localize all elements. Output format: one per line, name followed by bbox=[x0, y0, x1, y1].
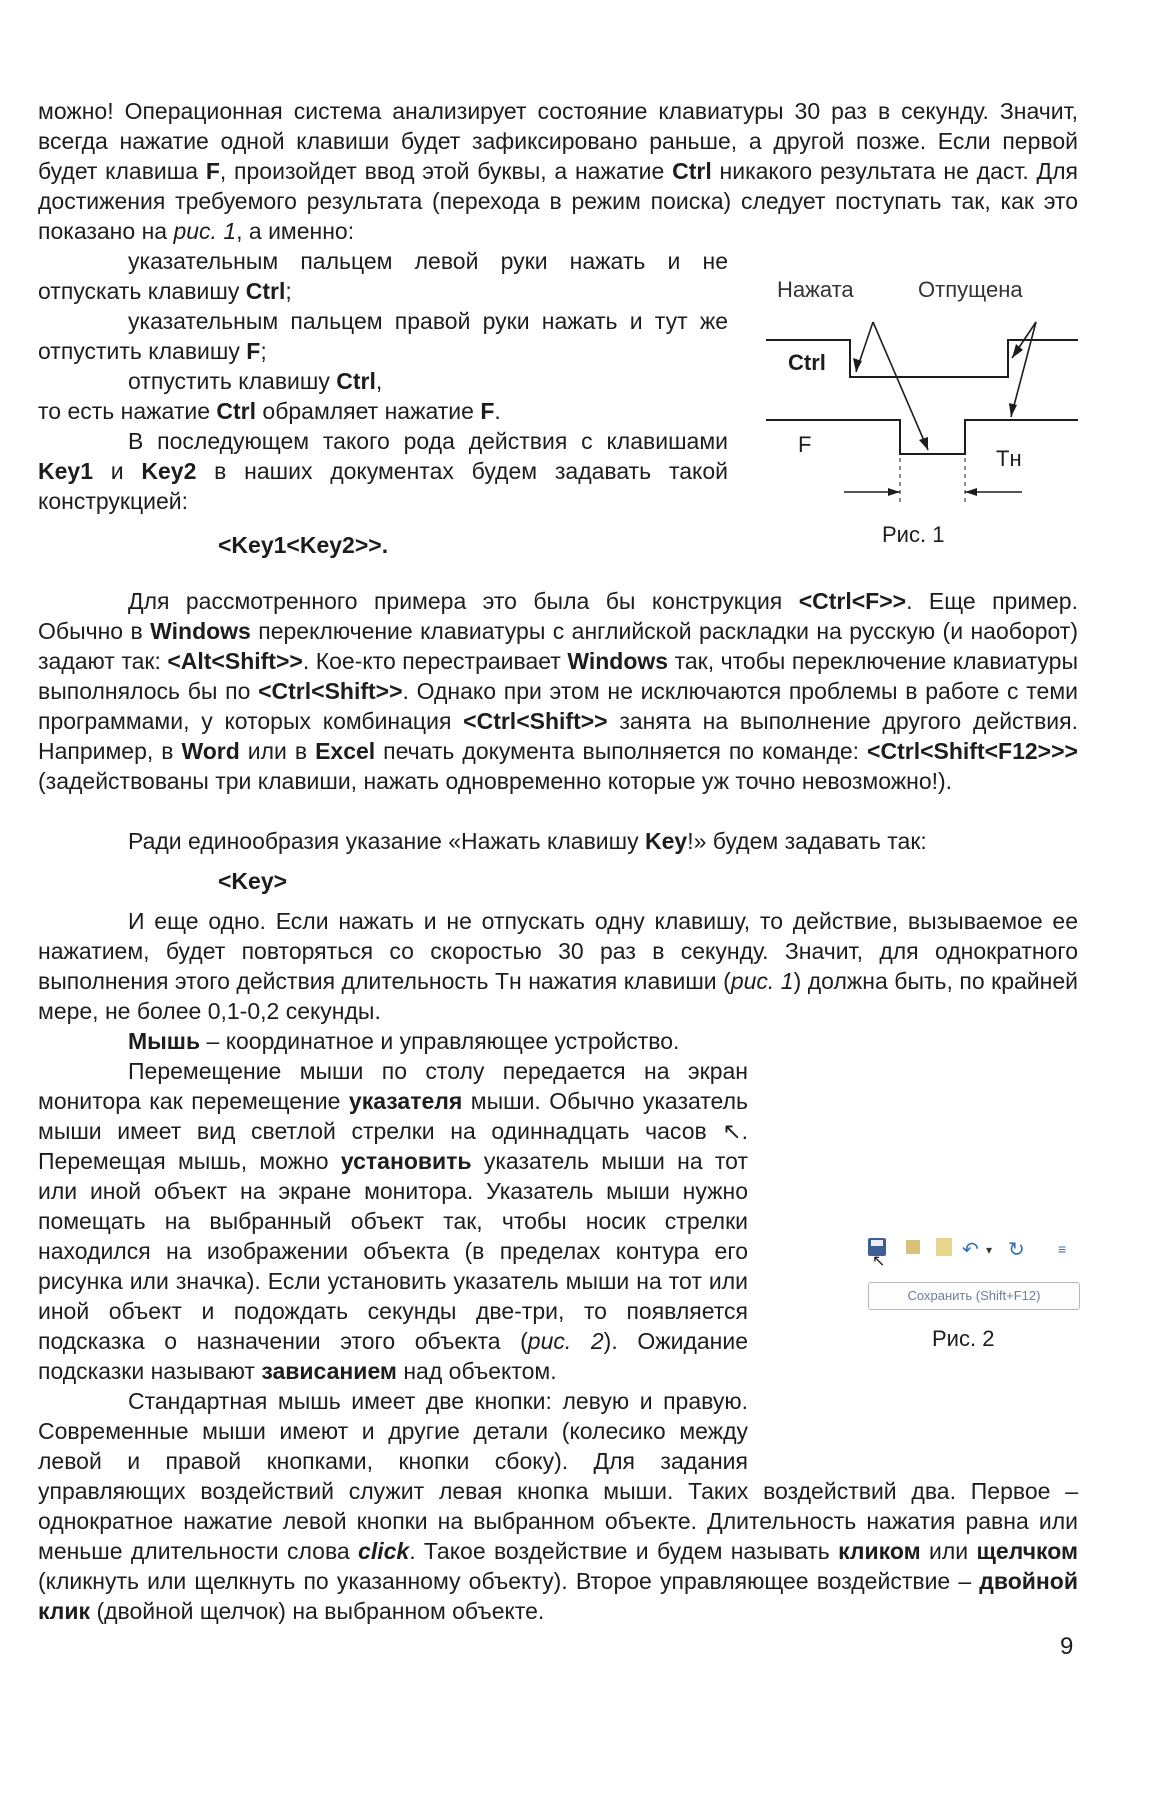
paragraph-step-3: отпустить клавишу Ctrl, bbox=[128, 368, 383, 394]
timing-diagram bbox=[760, 270, 1090, 550]
label-released: Отпущена bbox=[918, 277, 1023, 302]
customize-icon: ≡ bbox=[1058, 1241, 1067, 1257]
save-tooltip: Сохранить (Shift+F12) bbox=[868, 1282, 1080, 1310]
paragraph-mouse-def: Мышь – координатное и управляющее устройство. bbox=[128, 1028, 680, 1054]
label-pressed: Нажата bbox=[777, 277, 854, 302]
paragraph-summary: то есть нажатие Ctrl обрамляет нажатие F. bbox=[38, 398, 501, 424]
paragraph-uniformity: Ради единообразия указание «Нажать клавишу Key!» будем задавать так: bbox=[128, 828, 927, 854]
construct-key: <Key> bbox=[218, 868, 288, 894]
paragraph-pointer-text: Перемещение мыши по столу передается на экран монитора как перемещение указателя мыши. Обычно указатель мыши имеет вид светлой стрелки на одиннадцать часов ↖. Перемещая мышь, можно установить указатель мыши на тот или иной объект на экране монитора. Указатель мыши нужно помещать на выбранный объект так, чтобы носик стрелки находился на изображении объекта (в пределах контура его рисунка или значка). Если установить указатель мыши на тот или иной объект и подождать секунды две-три, то появляется подсказка о назначении этого объекта (рис. 2). Ожидание подсказки называют зависанием над объектом. bbox=[38, 1058, 749, 1384]
figure-1-caption: Рис. 1 bbox=[882, 522, 945, 547]
pointer-cursor-icon: ↖ bbox=[872, 1253, 886, 1268]
figure-2-caption-spacer bbox=[748, 1386, 1078, 1476]
paste-icon bbox=[936, 1238, 952, 1256]
paragraph-step-2: указательным пальцем правой руки нажать и тут же отпустить клавишу F; bbox=[38, 308, 728, 364]
redo-icon: ↻ bbox=[1008, 1239, 1025, 1261]
ctrl-label: Ctrl bbox=[788, 350, 826, 375]
f-label: F bbox=[798, 432, 812, 457]
paragraph-pointer bbox=[38, 1056, 1078, 1386]
paragraph-repeat: И еще одно. Если нажать и не отпускать одну клавишу, то действие, вызываемое ее нажатием, будет повторяться со скоростью 30 раз в секунду. Значит, для однократного выполнения этого действия длительность Tн нажатия клавиши (рис. 1) должна быть, по крайней мере, не более 0,1-0,2 секунды. bbox=[38, 908, 1079, 1024]
duration-label: Tн bbox=[996, 446, 1022, 471]
undo-area-icon bbox=[906, 1240, 920, 1254]
dropdown-icon: ▾ bbox=[986, 1243, 993, 1257]
page-number: 9 bbox=[1060, 1633, 1074, 1660]
paragraph-construct-intro: В последующем такого рода действия с клавишами Key1 и Key2 в наших документах будем задавать такой конструкцией: bbox=[38, 428, 728, 514]
paragraph-1: можно! Операционная система анализирует состояние клавиатуры 30 раз в секунду. Значит, всегда нажатие одной клавиши будет зафиксировано раньше, а другой позже. Если первой будет клавиша F, произойдет ввод этой буквы, а нажатие Ctrl никакого результата не даст. Для достижения требуемого результата (перехода в режим поиска) следует поступать так, как это показано на рис. 1, а именно: bbox=[38, 98, 1078, 244]
paragraph-step-1: указательным пальцем левой руки нажать и не отпускать клавишу Ctrl; bbox=[38, 248, 728, 304]
undo-icon: ↶ bbox=[962, 1239, 979, 1261]
paragraph-examples: Для рассмотренного примера это была бы конструкция <Ctrl<F>>. Еще пример. Обычно в Windows переключение клавиатуры с английской раскладки на русскую (и наоборот) задают так: <Alt<Shift>>. Кое-кто перестраивает Windows так, чтобы переключение клавиатуры выполнялось бы по <Ctrl<Shift>>. Однако при этом не исключаются проблемы в работе с теми программами, у которых комбинация <Ctrl<Shift>> занята на выполнение другого действия. Например, в Word или в Excel печать документа выполняется по команде: <Ctrl<Shift<F12>>> (задействованы три клавиши, нажать одновременно которые уж точно невозможно!). bbox=[38, 588, 1078, 794]
figure-2-caption: Рис. 2 bbox=[932, 1326, 995, 1351]
quick-access-toolbar bbox=[862, 1232, 1086, 1268]
paragraph-buttons: Стандартная мышь имеет две кнопки: левую и правую. Современные мыши имеют и другие детали (колесико между левой и правой кнопками, кнопки сбоку). Для задания управляющих воздействий служит левая кнопка мыши. Таких воздействий два. Первое – однократное нажатие левой кнопки на выбранном объекте. Длительность нажатия равна или меньше длительности слова click. Такое воздействие и будем называть кликом или щелчком (кликнуть или щелкнуть по указанному объекту). Второе управляющее воздействие – двойной клик (двойной щелчок) на выбранном объекте. bbox=[38, 1388, 1079, 1624]
arrow-released-f bbox=[1011, 322, 1036, 417]
construct-key1-key2: <Key1<Key2>>. bbox=[218, 532, 389, 558]
